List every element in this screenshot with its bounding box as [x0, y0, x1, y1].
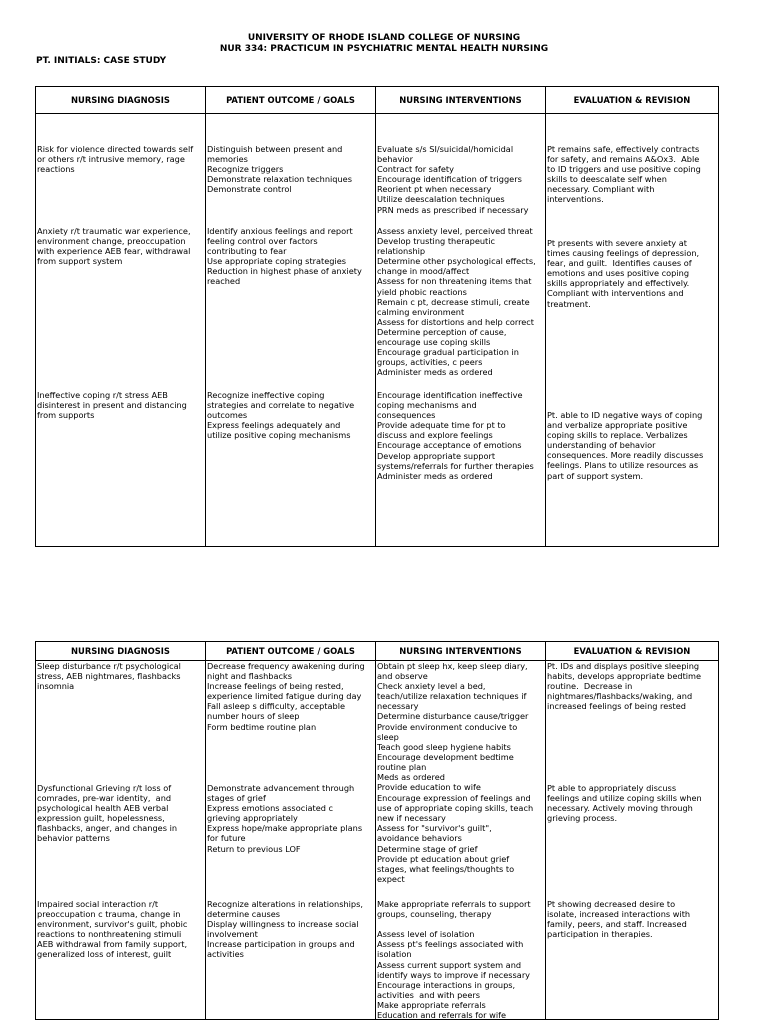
interventions-line: use of appropriate coping skills, teach	[377, 803, 534, 814]
interventions-line: new if necessary	[377, 813, 446, 824]
interventions-line: Determine other psychological effects,	[377, 256, 536, 267]
interventions-line: sleep	[377, 731, 399, 742]
interventions-cell	[376, 661, 546, 1020]
evaluation-line: consequences. More readily discusses	[547, 450, 704, 461]
evaluation-line: to ID triggers and use positive coping	[547, 164, 701, 175]
goals-line: outcomes	[207, 410, 248, 421]
goals-entry	[207, 226, 374, 287]
goals-line: utilize positive coping mechanisms	[207, 430, 351, 441]
interventions-line: encourage use coping skills	[377, 337, 491, 348]
goals-line: for future	[207, 833, 246, 844]
evaluation-line: necessary. Compliant with	[547, 184, 655, 195]
interventions-line: Obtain pt sleep hx, keep sleep diary,	[377, 661, 528, 671]
evaluation-line: nightmares/flashbacks/waking, and	[547, 691, 693, 702]
goals-line: memories	[207, 154, 248, 165]
interventions-entry	[377, 144, 544, 215]
interventions-line: systems/referrals for further therapies	[377, 460, 534, 471]
interventions-line: and observe	[377, 671, 428, 682]
interventions-line: Remain c pt, decrease stimuli, create	[377, 296, 530, 307]
diagnosis-line: environment change, preoccupation	[37, 236, 186, 247]
col-header-evaluation: EVALUATION & REVISION	[546, 642, 719, 661]
goals-line: Distinguish between present and	[207, 144, 343, 154]
col-header-interventions: NURSING INTERVENTIONS	[376, 87, 546, 114]
interventions-line: Provide environment conducive to	[377, 721, 518, 732]
interventions-line: calming environment	[377, 306, 465, 317]
interventions-line: Provide pt education about grief	[377, 853, 510, 864]
evaluation-entry	[547, 783, 717, 823]
evaluation-cell	[546, 114, 719, 547]
interventions-entry	[377, 783, 544, 884]
interventions-entry	[377, 226, 544, 377]
diagnosis-entry	[37, 661, 204, 691]
interventions-line	[377, 783, 544, 793]
goals-line: Use appropriate coping strategies	[207, 256, 347, 267]
diagnosis-line: comrades, pre-war identity, and	[37, 793, 172, 804]
diagnosis-entry	[37, 390, 204, 420]
goals-line: Express emotions associated c	[207, 803, 334, 814]
goals-line: Form bedtime routine plan	[207, 721, 317, 732]
evaluation-line: habits, develops appropriate bedtime	[547, 671, 702, 682]
diagnosis-line: Dysfunctional Grieving r/t loss of	[37, 783, 172, 793]
interventions-line: Assess for non threatening items that	[377, 276, 532, 287]
goals-line: stages of grief	[207, 793, 266, 804]
diagnosis-entry	[37, 144, 204, 174]
goals-line: Fall asleep s difficulty, acceptable	[207, 701, 346, 712]
diagnosis-line: generalized loss of interest, guilt	[37, 949, 172, 960]
goals-entry	[207, 390, 374, 440]
interventions-line: Determine disturbance cause/trigger	[377, 711, 529, 722]
goals-line: grieving appropriately	[207, 813, 298, 824]
diagnosis-entry	[37, 899, 204, 960]
diagnosis-line: from supports	[37, 410, 95, 421]
interventions-line: discuss and explore feelings	[377, 430, 493, 441]
goals-line: experience limited fatigue during day	[207, 691, 362, 702]
goals-line: determine causes	[207, 909, 281, 920]
goals-cell	[206, 114, 376, 547]
evaluation-line: participation in therapies.	[547, 929, 653, 940]
care-plan-table-1	[35, 86, 719, 547]
diagnosis-line: Sleep disturbance r/t psychological	[37, 661, 181, 671]
evaluation-line: Pt. IDs and displays positive sleeping	[547, 661, 700, 671]
goals-entry	[207, 899, 374, 960]
diagnosis-line: Anxiety r/t traumatic war experience,	[37, 226, 191, 236]
interventions-line: Assess level of isolation	[377, 929, 475, 940]
goals-line: Recognize alterations in relationships,	[207, 899, 364, 909]
evaluation-line: part of support system.	[547, 470, 644, 481]
diagnosis-line: disinterest in present and distancing	[37, 400, 187, 411]
goals-line: contributing to fear	[207, 246, 287, 257]
evaluation-line: and verbalize appropriate positive	[547, 420, 688, 431]
evaluation-cell	[546, 661, 719, 1020]
col-header-goals: PATIENT OUTCOME / GOALS	[206, 87, 376, 114]
interventions-line: Utilize deescalation techniques	[377, 194, 505, 205]
goals-line: reached	[207, 276, 241, 287]
evaluation-line: isolate, increased interactions with	[547, 909, 691, 920]
interventions-line: behavior	[377, 154, 413, 165]
diagnosis-line: preoccupation c trauma, change in	[37, 909, 181, 920]
interventions-line: Education and referrals for wife	[377, 1010, 507, 1021]
evaluation-line: Pt able to appropriately discuss	[547, 783, 677, 793]
interventions-line: Assess pt's feelings associated with	[377, 939, 524, 950]
interventions-line: Administer meds as ordered	[377, 367, 493, 378]
goals-line: Increase participation in groups and	[207, 939, 355, 950]
interventions-cell	[376, 114, 546, 547]
goals-line: number hours of sleep	[207, 711, 300, 722]
interventions-line: Contract for safety	[377, 164, 454, 175]
goals-line: Display willingness to increase social	[207, 919, 359, 930]
goals-line: Recognize ineffective coping	[207, 390, 325, 400]
evaluation-entry	[547, 144, 717, 205]
interventions-line: Make appropriate referrals to support	[377, 899, 531, 909]
diagnosis-line: psychological health AEB verbal	[37, 803, 169, 814]
interventions-line: Encourage interactions in groups,	[377, 979, 516, 990]
interventions-line: Develop appropriate support	[377, 450, 496, 461]
goals-line: night and flashbacks	[207, 671, 293, 682]
evaluation-line: Pt. able to ID negative ways of coping	[547, 410, 703, 420]
evaluation-line: Pt remains safe, effectively contracts	[547, 144, 700, 154]
interventions-line: Assess current support system and	[377, 959, 522, 970]
table-body-row	[36, 114, 719, 547]
diagnosis-line: Ineffective coping r/t stress AEB	[37, 390, 168, 400]
interventions-line: activities and with peers	[377, 989, 480, 1000]
interventions-line: coping mechanisms and	[377, 400, 477, 411]
interventions-line: Assess anxiety level, perceived threat	[377, 226, 533, 236]
diagnosis-line: AEB withdrawal from family support,	[37, 939, 188, 950]
interventions-line: groups, activities, c peers	[377, 357, 483, 368]
interventions-line: Determine perception of cause,	[377, 326, 507, 337]
evaluation-line: times causing feelings of depression,	[547, 248, 700, 259]
interventions-entry	[377, 899, 544, 1020]
goals-line: involvement	[207, 929, 258, 940]
diagnosis-line: or others r/t intrusive memory, rage	[37, 154, 185, 165]
interventions-line: Administer meds as ordered	[377, 470, 493, 481]
diagnosis-line: behavior patterns	[37, 833, 110, 844]
evaluation-line: Pt showing decreased desire to	[547, 899, 676, 909]
interventions-line: Develop trusting therapeutic	[377, 236, 496, 247]
goals-line: Demonstrate control	[207, 184, 292, 195]
interventions-line: Check anxiety level a bed,	[377, 681, 486, 692]
evaluation-line: emotions and uses positive coping	[547, 268, 690, 279]
interventions-line: consequences	[377, 410, 436, 421]
table-header-row	[36, 642, 719, 661]
interventions-line: Assess for "survivor's guilt",	[377, 823, 492, 834]
evaluation-line: feelings. Plans to utilize resources as	[547, 460, 699, 471]
interventions-line: avoidance behaviors	[377, 833, 462, 844]
evaluation-line: interventions.	[547, 194, 604, 205]
interventions-line: groups, counseling, therapy	[377, 909, 492, 920]
diagnosis-line: insomnia	[37, 681, 75, 692]
col-header-goals: PATIENT OUTCOME / GOALS	[206, 642, 376, 661]
evaluation-entry	[547, 238, 717, 309]
col-header-interventions: NURSING INTERVENTIONS	[376, 642, 546, 661]
college-title: UNIVERSITY OF RHODE ISLAND COLLEGE OF NURSING	[247, 33, 521, 43]
interventions-line: expect	[377, 873, 405, 884]
table-header-row	[36, 87, 719, 114]
evaluation-line: understanding of behavior	[547, 440, 656, 451]
diagnosis-line: from support system	[37, 256, 123, 267]
goals-line: Identify anxious feelings and report	[207, 226, 353, 236]
goals-line: strategies and correlate to negative	[207, 400, 355, 411]
interventions-line: routine plan	[377, 761, 427, 772]
evaluation-line: fear, and guilt. Identifies causes of	[547, 258, 692, 269]
diagnosis-line: reactions	[37, 164, 75, 175]
interventions-line: Encourage acceptance of emotions	[377, 440, 522, 451]
course-title: NUR 334: PRACTICUM IN PSYCHIATRIC MENTAL HEALTH NURSING	[219, 44, 549, 54]
evaluation-line: Pt presents with severe anxiety at	[547, 238, 687, 248]
diagnosis-line: Risk for violence directed towards self	[37, 144, 194, 154]
goals-line: feeling control over factors	[207, 236, 318, 247]
interventions-line: Encourage development bedtime	[377, 751, 514, 762]
col-header-diagnosis: NURSING DIAGNOSIS	[36, 87, 206, 114]
evaluation-line: skills appropriately and effectively.	[547, 278, 690, 289]
interventions-line: Evaluate s/s SI/suicidal/homicidal	[377, 144, 514, 154]
goals-line: Increase feelings of being rested,	[207, 681, 344, 692]
interventions-line: Meds as ordered	[377, 772, 445, 783]
diagnosis-entry	[37, 783, 204, 844]
interventions-line: Assess for distortions and help correct	[377, 316, 535, 327]
diagnosis-line: stress, AEB nightmares, flashbacks	[37, 671, 181, 682]
interventions-line: Teach good sleep hygiene habits	[377, 741, 511, 752]
evaluation-line: feelings and utilize coping skills when	[547, 793, 702, 804]
goals-line: Demonstrate relaxation techniques	[207, 174, 352, 185]
evaluation-line: coping skills to replace. Verbalizes	[547, 430, 688, 441]
interventions-line	[377, 919, 544, 929]
evaluation-line: Compliant with interventions and	[547, 288, 684, 299]
diagnosis-line: with experience AEB fear, withdrawal	[37, 246, 191, 257]
col-header-evaluation: EVALUATION & REVISION	[546, 87, 719, 114]
evaluation-entry	[547, 661, 717, 711]
goals-line: Return to previous LOF	[207, 843, 301, 854]
interventions-entry	[377, 661, 544, 792]
care-plan-table-2	[35, 641, 719, 1020]
interventions-line: relationship	[377, 246, 426, 257]
diagnosis-cell	[36, 114, 206, 547]
interventions-line: necessary	[377, 701, 419, 712]
goals-entry	[207, 661, 374, 732]
goals-line: activities	[207, 949, 244, 960]
evaluation-line: treatment.	[547, 298, 591, 309]
goals-line: Demonstrate advancement through	[207, 783, 355, 793]
goals-line: Express hope/make appropriate plans	[207, 823, 363, 834]
goals-line: Decrease frequency awakening during	[207, 661, 365, 671]
diagnosis-line: reactions to nonthreatening stimuli	[37, 929, 182, 940]
interventions-line: Provide education to wife	[377, 782, 481, 793]
goals-entry	[207, 144, 374, 194]
interventions-line: Reorient pt when necessary	[377, 184, 492, 195]
interventions-entry	[377, 390, 544, 481]
evaluation-line: grieving process.	[547, 813, 618, 824]
interventions-line: Encourage expression of feelings and	[377, 793, 531, 804]
interventions-line: isolation	[377, 949, 412, 960]
evaluation-line: for safety, and remains A&Ox3. Able	[547, 154, 700, 165]
goals-line: Recognize triggers	[207, 164, 284, 175]
evaluation-line: family, peers, and staff. Increased	[547, 919, 687, 930]
interventions-line: identify ways to improve if necessary	[377, 969, 531, 980]
evaluation-line: increased feelings of being rested	[547, 701, 686, 712]
evaluation-line: skills to deescalate self when	[547, 174, 667, 185]
diagnosis-line: environment, survivor's guilt, phobic	[37, 919, 188, 930]
diagnosis-line: flashbacks, anger, and changes in	[37, 823, 178, 834]
col-header-diagnosis: NURSING DIAGNOSIS	[36, 642, 206, 661]
goals-line: Reduction in highest phase of anxiety	[207, 266, 362, 277]
interventions-line: Provide adequate time for pt to	[377, 420, 506, 431]
goals-cell	[206, 661, 376, 1020]
interventions-line: yield phobic reactions	[377, 286, 467, 297]
interventions-line: change in mood/affect	[377, 266, 470, 277]
patient-initials: PT. INITIALS: CASE STUDY	[36, 56, 167, 66]
table-body-row	[36, 661, 719, 1020]
interventions-line: Encourage identification ineffective	[377, 390, 523, 400]
diagnosis-line: Impaired social interaction r/t	[37, 899, 159, 909]
interventions-line: PRN meds as prescribed if necessary	[377, 204, 529, 215]
interventions-line: teach/utilize relaxation techniques if	[377, 691, 527, 702]
evaluation-line: necessary. Actively moving through	[547, 803, 693, 814]
interventions-line: stages, what feelings/thoughts to	[377, 863, 515, 874]
diagnosis-line: expression guilt, hopelessness,	[37, 813, 165, 824]
interventions-line: Determine stage of grief	[377, 843, 478, 854]
goals-entry	[207, 783, 374, 854]
interventions-line: Make appropriate referrals	[377, 999, 486, 1010]
evaluation-line: routine. Decrease in	[547, 681, 633, 692]
evaluation-entry	[547, 899, 717, 939]
goals-line: Express feelings adequately and	[207, 420, 341, 431]
diagnosis-entry	[37, 226, 204, 266]
evaluation-entry	[547, 410, 717, 481]
interventions-line: Encourage gradual participation in	[377, 347, 519, 358]
interventions-line: Encourage identification of triggers	[377, 174, 522, 185]
diagnosis-cell	[36, 661, 206, 1020]
